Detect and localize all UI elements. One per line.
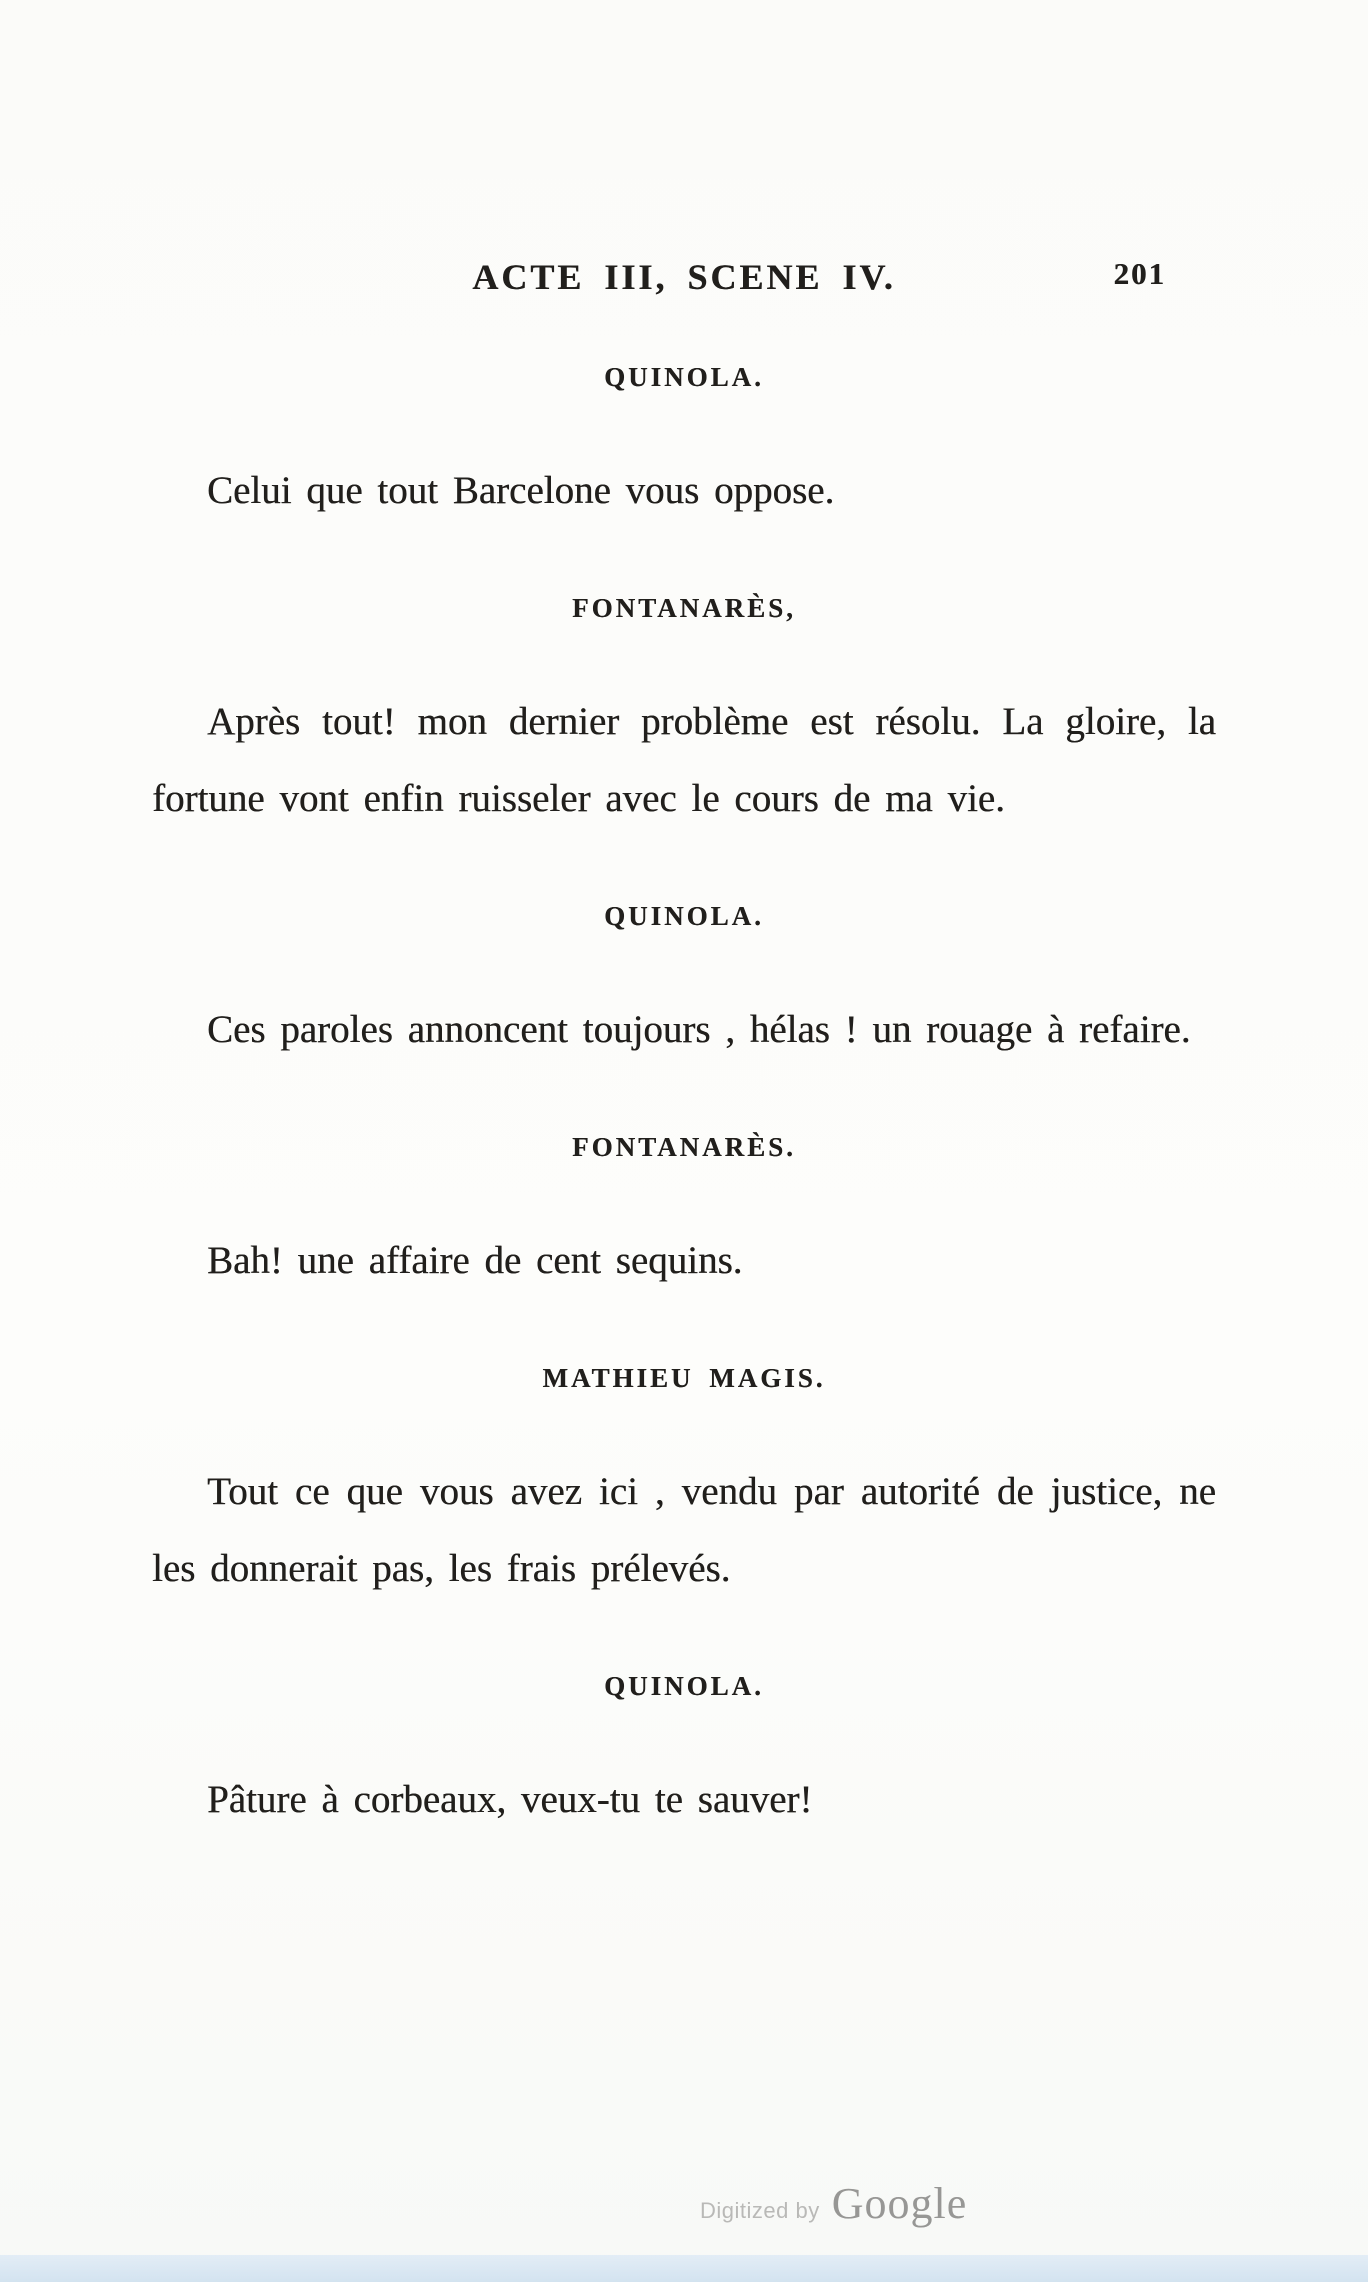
speaker-name: QUINOLA. [604, 1671, 764, 1701]
dialogue-line: Après tout! mon dernier problème est résolu. La gloire, la fortune vont enfin ruisseler avec le cours de ma vie. [152, 700, 1216, 820]
speaker-name: FONTANARÈS, [572, 593, 796, 623]
dialogue-line: Bah! une affaire de cent sequins. [207, 1239, 743, 1282]
dialogue-block [152, 1669, 1216, 1838]
google-logo: Google [831, 2179, 968, 2228]
dialogue-line: Celui que tout Barcelone vous oppose. [207, 469, 835, 512]
digitization-watermark [700, 2178, 967, 2229]
dialogue-block [152, 899, 1216, 1068]
page-header [152, 0, 1216, 298]
dialogue-block [152, 1130, 1216, 1299]
page-number: 201 [1113, 256, 1166, 291]
speaker-name: FONTANARÈS. [572, 1132, 796, 1162]
speaker-name: MATHIEU MAGIS. [542, 1363, 826, 1393]
speaker-name: QUINOLA. [604, 901, 764, 931]
dialogue-line: Ces paroles annoncent toujours , hélas ! un rouage à refaire. [207, 1008, 1191, 1051]
speaker-name: QUINOLA. [604, 362, 764, 392]
digitized-by-label: Digitized by [700, 2198, 820, 2223]
dialogue-line: Pâture à corbeaux, veux-tu te sauver! [207, 1778, 813, 1821]
scan-edge-strip [0, 2255, 1368, 2282]
dialogue-block [152, 591, 1216, 837]
dialogue-block [152, 1361, 1216, 1607]
dialogue-block [152, 360, 1216, 529]
play-text-content [152, 360, 1216, 1838]
dialogue-line: Tout ce que vous avez ici , vendu par autorité de justice, ne les donnerait pas, les frais prélevés. [152, 1470, 1216, 1590]
running-head-title: ACTE III, SCENE IV. [472, 257, 896, 297]
